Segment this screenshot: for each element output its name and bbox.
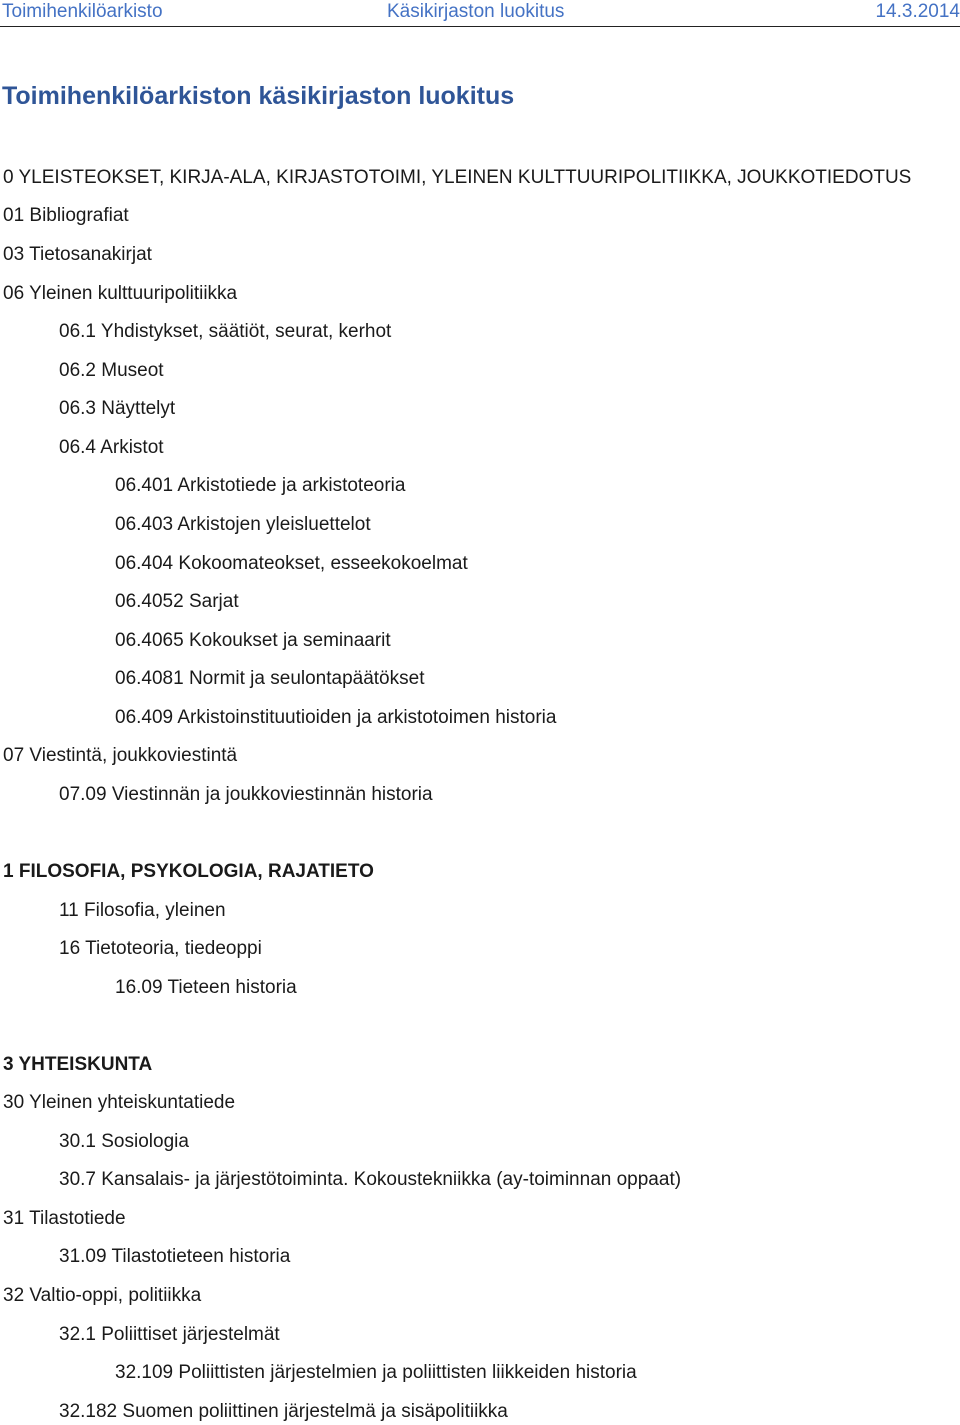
class-0-heading: 0 YLEISTEOKSET, KIRJA-ALA, KIRJASTOTOIMI, YLEINEN KULTTUURIPOLITIIKKA, JOUKKOTIEDOTUS bbox=[3, 167, 912, 188]
document-title: Toimihenkilöarkiston käsikirjaston luokitus bbox=[2, 82, 515, 110]
class-06-4081: 06.4081 Normit ja seulontapäätökset bbox=[115, 668, 425, 689]
class-30-7: 30.7 Kansalais- ja järjestötoiminta. Kokoustekniikka (ay-toiminnan oppaat) bbox=[59, 1169, 682, 1190]
class-06-1: 06.1 Yhdistykset, säätiöt, seurat, kerhot bbox=[59, 321, 392, 342]
class-32-1: 32.1 Poliittiset järjestelmät bbox=[59, 1324, 280, 1345]
class-16: 16 Tietoteoria, tiedeoppi bbox=[59, 938, 262, 959]
class-30: 30 Yleinen yhteiskuntatiede bbox=[3, 1092, 236, 1113]
class-16-09: 16.09 Tieteen historia bbox=[115, 977, 297, 998]
class-07-09: 07.09 Viestinnän ja joukkoviestinnän historia bbox=[59, 784, 433, 805]
class-32: 32 Valtio-oppi, politiikka bbox=[3, 1285, 202, 1306]
class-06-401: 06.401 Arkistotiede ja arkistoteoria bbox=[115, 475, 406, 496]
class-32-182: 32.182 Suomen poliittinen järjestelmä ja sisäpolitiikka bbox=[59, 1401, 508, 1422]
header-date: 14.3.2014 bbox=[875, 1, 960, 22]
header-archive-name: Toimihenkilöarkisto bbox=[2, 1, 163, 22]
class-06-4: 06.4 Arkistot bbox=[59, 437, 164, 458]
class-01: 01 Bibliografiat bbox=[3, 205, 129, 226]
class-30-1: 30.1 Sosiologia bbox=[59, 1131, 189, 1152]
class-06-4065: 06.4065 Kokoukset ja seminaarit bbox=[115, 630, 391, 651]
class-06-404: 06.404 Kokoomateokset, esseekokoelmat bbox=[115, 553, 468, 574]
class-07: 07 Viestintä, joukkoviestintä bbox=[3, 745, 238, 766]
class-06-2: 06.2 Museot bbox=[59, 360, 164, 381]
class-06-403: 06.403 Arkistojen yleisluettelot bbox=[115, 514, 371, 535]
class-06-409: 06.409 Arkistoinstituutioiden ja arkistotoimen historia bbox=[115, 707, 557, 728]
class-32-109: 32.109 Poliittisten järjestelmien ja poliittisten liikkeiden historia bbox=[115, 1362, 637, 1383]
class-3-heading: 3 YHTEISKUNTA bbox=[3, 1054, 153, 1075]
class-03: 03 Tietosanakirjat bbox=[3, 244, 152, 265]
class-11: 11 Filosofia, yleinen bbox=[59, 900, 226, 921]
class-06-4052: 06.4052 Sarjat bbox=[115, 591, 239, 612]
class-31: 31 Tilastotiede bbox=[3, 1208, 126, 1229]
class-06-3: 06.3 Näyttelyt bbox=[59, 398, 176, 419]
class-31-09: 31.09 Tilastotieteen historia bbox=[59, 1246, 291, 1267]
class-1-heading: 1 FILOSOFIA, PSYKOLOGIA, RAJATIETO bbox=[3, 861, 374, 882]
header-document-name: Käsikirjaston luokitus bbox=[387, 1, 565, 22]
class-06: 06 Yleinen kulttuuripolitiikka bbox=[3, 283, 238, 304]
